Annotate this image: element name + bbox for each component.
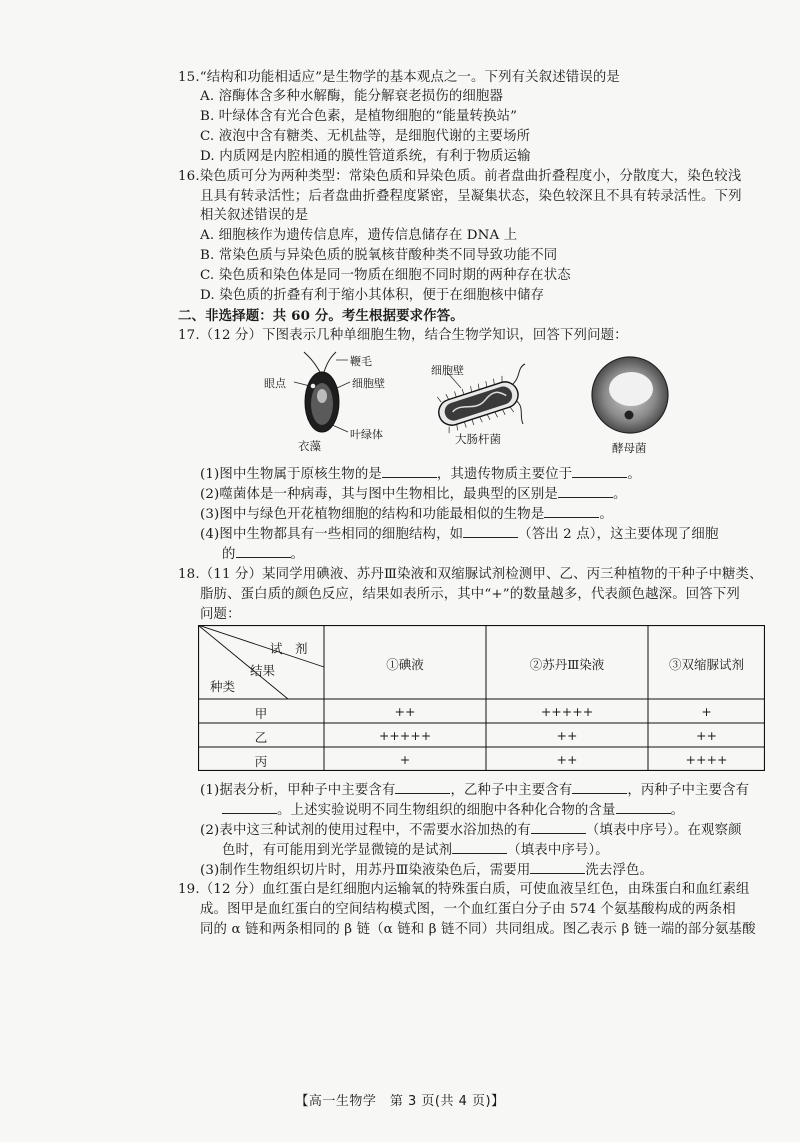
table-cell: + <box>701 704 712 719</box>
q19-stem-line3: 同的 α 链和两条相同的 β 链（α 链和 β 链不同）共同组成。图乙表示 β 链一端的部分氨基酸 <box>200 922 756 937</box>
page-footer <box>0 1090 800 1109</box>
row-label-bing: 丙 <box>254 754 268 769</box>
q18-stem-line2: 脂肪、蛋白质的颜色反应，结果如表所示，其中“+”的数量越多，代表颜色越深。回答下列 <box>200 587 740 602</box>
q15-option-d: D. 内质网是内腔相通的膜性管道系统，有利于物质运输 <box>200 149 531 164</box>
ecoli-figure <box>425 362 535 447</box>
answer-blank[interactable] <box>463 525 518 538</box>
q18-part2-text-d: （填表中序号）。 <box>507 843 609 858</box>
q17-part4-text-d: 。 <box>290 547 305 562</box>
yeast-figure <box>585 355 675 455</box>
q16-option-b: B. 常染色质与异染色质的脱氧核苷酸种类不同导致功能不同 <box>200 248 558 263</box>
q17-part1-text-a: (1)图中生物属于原核生物的是 <box>200 467 382 482</box>
table-cell: +++++ <box>378 728 432 743</box>
section-2-heading: 二、非选择题：共 60 分。考生根据要求作答。 <box>178 308 464 324</box>
table-cell: + <box>399 752 411 767</box>
answer-blank[interactable] <box>616 801 671 814</box>
q16-option-c: C. 染色质和染色体是同一物质在细胞不同时期的两种存在状态 <box>200 268 571 283</box>
table-cell: ++++ <box>685 752 728 767</box>
corner-header-result: 结果 <box>250 663 276 678</box>
q18-part3 <box>200 861 653 880</box>
q16-stem-line3: 相关叙述错误的是 <box>200 208 309 223</box>
table-cell: ++ <box>556 728 578 743</box>
answer-blank[interactable] <box>572 465 627 478</box>
q17-part3 <box>200 505 613 524</box>
q17-part1 <box>200 465 641 484</box>
q16-stem-line2: 且具有转录活性；后者盘曲折叠程度紧密，呈凝集状态，染色较深且不具有转录活性。下列 <box>200 189 742 204</box>
q18-stem-line1: 18.（11 分）某同学用碘液、苏丹Ⅲ染液和双缩脲试剂检测甲、乙、丙三种植物的干种子中糖类、 <box>178 567 763 582</box>
row-label-yi: 乙 <box>254 730 268 745</box>
answer-blank[interactable] <box>452 841 507 854</box>
q18-part1-text-b: ，乙种子中主要含有 <box>450 783 573 798</box>
table-cell: ++ <box>696 728 717 743</box>
q18-part1-cont <box>222 801 684 820</box>
q18-part2-cont <box>222 841 609 860</box>
q17-part2-text-a: (2)噬菌体是一种病毒，其与图中生物相比，最典型的区别是 <box>200 487 558 502</box>
q17-part4 <box>200 525 719 544</box>
q18-part3-text-a: (3)制作生物组织切片时，用苏丹Ⅲ染液染色后，需要用 <box>200 863 531 878</box>
q17-stem: 17.（12 分）下图表示几种单细胞生物，结合生物学知识，回答下列问题： <box>178 328 628 343</box>
q16-option-d: D. 染色质的折叠有利于缩小其体积，便于在细胞核中储存 <box>200 288 545 303</box>
q17-part4-text-b: （答出 2 点），这主要体现了细胞 <box>518 527 719 542</box>
yeast-caption: 酵母菌 <box>612 441 647 455</box>
row-label-jia: 甲 <box>254 706 268 721</box>
yeast-drawing <box>585 355 675 437</box>
q17-part1-text-c: 。 <box>627 467 641 482</box>
q15-option-c: C. 液泡中含有糖类、无机盐等，是细胞代谢的主要场所 <box>200 129 531 144</box>
ecoli-cell-wall-label: 细胞壁 <box>431 364 464 377</box>
q17-part1-text-b: ，其遗传物质主要位于 <box>436 467 573 482</box>
answer-blank[interactable] <box>222 801 277 814</box>
chlamydomonas-figure <box>264 350 385 455</box>
q17-part2-text-b: 。 <box>612 487 627 502</box>
q15-option-a: A. 溶酶体含多种水解酶，能分解衰老损伤的细胞器 <box>200 89 503 104</box>
q16-stem-line1: 16.染色质可分为两种类型：常染色质和异染色质。前者盘曲折叠程度小，分散度大，染色较浅 <box>178 169 742 184</box>
chloroplast-label: 叶绿体 <box>350 428 383 441</box>
q18-part2-text-c: 色时，有可能用到光学显微镜的是试剂 <box>222 843 453 858</box>
answer-blank[interactable] <box>572 781 627 794</box>
table-cell: ++ <box>394 704 416 719</box>
q18-part2 <box>200 821 742 840</box>
q18-part2-text-b: （填表中序号）。在观察颜 <box>585 823 742 838</box>
q16-option-a: A. 细胞核作为遗传信息库，遗传信息储存在 DNA 上 <box>200 228 518 243</box>
q18-part1-text-e: 。 <box>670 803 685 818</box>
answer-blank[interactable] <box>544 505 599 518</box>
column-header-sudan: ②苏丹Ⅲ染液 <box>529 657 605 672</box>
chlamy-cell-wall-label: 细胞壁 <box>352 377 385 390</box>
flagellum-label: 鞭毛 <box>350 355 372 368</box>
answer-blank[interactable] <box>395 781 450 794</box>
answer-blank[interactable] <box>531 821 586 834</box>
corner-header-reagent: 试 剂 <box>270 641 308 656</box>
q18-part3-text-b: 洗去浮色。 <box>585 863 654 878</box>
column-header-iodine: ①碘液 <box>386 657 424 672</box>
q17-part4-text-c: 的 <box>222 547 236 562</box>
q18-part2-text-a: (2)表中这三种试剂的使用过程中，不需要水浴加热的有 <box>200 823 531 838</box>
ecoli-caption: 大肠杆菌 <box>455 432 501 446</box>
answer-blank[interactable] <box>236 545 291 558</box>
answer-blank[interactable] <box>382 465 437 478</box>
q18-part1-text-c: ，丙种子中主要含有 <box>627 783 750 798</box>
q18-part1-text-a: (1)据表分析，甲种子中主要含有 <box>200 783 396 798</box>
column-header-biuret: ③双缩脲试剂 <box>668 657 744 672</box>
q15-stem: 15.“结构和功能相适应”是生物学的基本观点之一。下列有关叙述错误的是 <box>178 70 620 85</box>
table-cell: ++ <box>556 752 578 767</box>
answer-blank[interactable] <box>558 485 613 498</box>
q17-part4-text-a: (4)图中生物都具有一些相同的细胞结构，如 <box>200 527 464 542</box>
q18-part1 <box>200 781 749 800</box>
table-cell: +++++ <box>540 704 594 719</box>
q19-stem-line2: 成。图甲是血红蛋白的空间结构模式图，一个血红蛋白分子由 574 个氨基酸构成的两条相 <box>200 902 736 917</box>
eyespot-label: 眼点 <box>264 377 286 390</box>
q15-option-b: B. 叶绿体含有光合色素，是植物细胞的“能量转换站” <box>200 109 518 124</box>
q18-stem-line3: 问题： <box>200 607 241 622</box>
q18-results-table <box>198 625 765 771</box>
q17-part3-text-a: (3)图中与绿色开花植物细胞的结构和功能最相似的生物是 <box>200 507 545 522</box>
q18-part1-text-d: 。上述实验说明不同生物组织的细胞中各种化合物的含量 <box>277 803 616 818</box>
footer-text: 【高一生物学 第 3 页(共 4 页)】 <box>295 1094 505 1109</box>
q17-part3-text-b: 。 <box>599 507 613 522</box>
q17-part4-cont <box>222 545 304 564</box>
q17-part2 <box>200 485 626 504</box>
corner-header-species: 种类 <box>210 679 236 694</box>
q19-stem-line1: 19.（12 分）血红蛋白是红细胞内运输氧的特殊蛋白质，可使血液呈红色，由珠蛋白和血红素组 <box>178 882 750 897</box>
answer-blank[interactable] <box>530 861 585 874</box>
chlamydomonas-caption: 衣藻 <box>298 439 321 453</box>
